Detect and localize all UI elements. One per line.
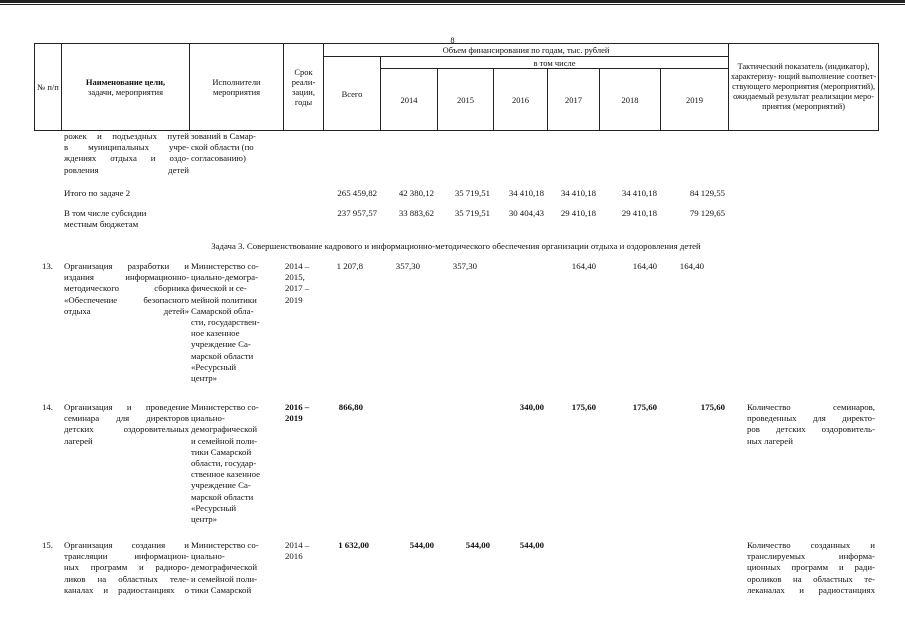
text-line: ционных программ и ради- [747,562,875,573]
total-task2-value: 34 410,18 [560,188,596,198]
text-line: демографической [191,562,258,573]
text-line: в муниципальных учре- [64,142,189,153]
text-line: «Обеспечение безопасного [64,294,189,305]
text-line: транслируемых информа- [747,551,875,562]
header-term: Срок реали- зации, годы [284,44,324,131]
text-line: тики Самарской [191,446,252,457]
text-line: учреждение Са- [191,339,251,350]
row-number: 14. [42,402,53,412]
total-task2-value: 34 410,18 [621,188,657,198]
header-name-bold: Наименование цели, [85,77,166,87]
text-line: и семейной поли- [191,435,258,446]
text-line: 2017 – [285,283,310,294]
text-line: проведенных для директо- [747,413,875,424]
text-line: 2019 [285,413,303,424]
text-line: семинара для директоров [64,413,189,424]
text-line: ное казенное [191,328,240,339]
row-15-executors [191,540,283,596]
row-number: 13. [42,261,53,271]
text-line: местным бюджетам [64,219,139,230]
text-line: ных лагерей [747,435,793,446]
row-15-name [64,540,189,596]
row-14-value: 340,00 [519,402,544,412]
subsidy-value: 35 719,51 [454,208,490,218]
subsidy-value: 30 404,43 [508,208,544,218]
text-line: учреждение Са- [191,480,251,491]
task3-heading: Задача 3. Совершенствование кадрового и информационно-методического обеспечения организации отдыха и оздоровления детей [211,241,701,251]
text-line: сти, государствен- [191,317,260,328]
text-line: издания информационно- [64,272,189,283]
text-line: 2015, [285,272,305,283]
text-line: «Ресурсный [191,361,237,372]
row-number: 15. [42,540,53,550]
text-line: леканалах и радиостанциях [747,584,875,595]
row-15-value: 544,00 [465,540,490,550]
header-funding: Объем финансирования по годам, тыс. рублей [324,44,729,57]
top-rule-thin [0,4,905,5]
text-line: 2019 [285,294,303,305]
text-line: ровления детей [64,164,189,175]
text-line: ных программ и радиоро- [64,562,189,573]
page-number: 8 [450,35,455,45]
header-indicator: Тактический показатель (индикатор), характеризу- ющий выполнение соответ- ствующего мероприятия (мероприятий), ожидаемый результат реализации меро- приятия (мероприятий) [729,44,879,131]
text-line: согласованию) [191,153,246,164]
subsidy-value: 79 129,65 [689,208,725,218]
text-line: 2016 – [285,402,310,412]
header-no: № п/п [35,44,62,131]
text-line: марской области [191,491,254,502]
text-line: 2014 – [285,261,310,271]
text-line: детских оздоровительных [64,424,189,435]
text-line: ороликов на областных те- [747,573,875,584]
row-13-value: 357,30 [395,261,420,271]
text-line: центр» [191,373,218,384]
text-line: ственное казенное [191,469,261,480]
row-14-name [64,402,189,447]
text-line: тики Самарской [191,584,252,595]
text-line: Самарской обла- [191,305,254,316]
subsidy-value: 29 410,18 [621,208,657,218]
text-line: Организация создания и [64,540,189,550]
header-year: 2019 [661,69,729,131]
text-line: области, государ- [191,458,257,469]
text-line: ров детских оздоровитель- [747,424,875,435]
table-header [34,43,879,131]
row-15-term [285,540,321,562]
total-task2-value: 84 129,55 [689,188,725,198]
subsidy-value: 29 410,18 [560,208,596,218]
text-line: ской области (по [191,142,254,153]
text-line: центр» [191,514,218,525]
text-line: циально- [191,551,225,562]
text-line: Министерство со- [191,261,259,271]
row-13-executors [191,261,283,384]
text-line: циально-демогра- [191,272,259,283]
text-line: 2016 [285,551,303,562]
text-line: марской области [191,350,254,361]
row-13-value: 164,40 [679,261,704,271]
row-14-value: 175,60 [571,402,596,412]
row-15-value: 544,00 [409,540,434,550]
text-line: Министерство со- [191,540,259,550]
continuation-name [64,131,189,176]
text-line: лагерей [64,435,93,446]
row-13-term [285,261,321,306]
row-15-indicator [747,540,875,596]
header-name [62,44,190,131]
text-line: каналах и радиостанциях о [64,584,189,595]
text-line: Организация и проведение [64,402,189,412]
row-14-indicator [747,402,875,447]
subsidy-value: 33 883,62 [398,208,434,218]
text-line: отдыха детей» [64,305,189,316]
header-year: 2015 [438,69,494,131]
total-task2-value: 42 380,12 [398,188,434,198]
text-line: мейной политики [191,294,257,305]
header-total: Всего [324,57,381,131]
row-14-executors [191,402,283,525]
total-task2-label: Итого по задаче 2 [64,188,131,198]
text-line: трансляции информацион- [64,551,189,562]
header-year: 2014 [381,69,438,131]
table-body [34,130,878,640]
row-15-total: 1 632,00 [338,540,369,550]
total-task2-value: 35 719,51 [454,188,490,198]
row-14-term [285,402,321,424]
text-line: Организация разработки и [64,261,189,271]
row-14-value: 175,60 [632,402,657,412]
top-rule-thick [0,0,905,3]
text-line: В том числе субсидии [64,208,147,218]
row-13-total: 1 207,8 [336,261,363,271]
header-name-rest: задачи, мероприятия [87,87,164,97]
row-15-value: 544,00 [519,540,544,550]
text-line: ликов на областных теле- [64,573,189,584]
text-line: рожек и подъездных путей [64,131,189,141]
text-line: ждениях отдыха и оздо- [64,153,189,164]
header-year: 2018 [600,69,661,131]
subsidy-sum: 237 957,57 [337,208,377,218]
row-14-total: 866,80 [338,402,363,412]
text-line: циально- [191,413,225,424]
text-line: Количество созданных и [747,540,875,550]
header-incl: в том числе [381,57,729,69]
text-line: «Ресурсный [191,502,237,513]
text-line: фической и се- [191,283,247,294]
row-13-value: 357,30 [452,261,477,271]
continuation-executors [191,131,283,165]
text-line: зований в Самар- [191,131,256,141]
header-year: 2017 [548,69,600,131]
row-14-value: 175,60 [700,402,725,412]
text-line: методического сборника [64,283,189,294]
row-13-value: 164,40 [632,261,657,271]
header-year: 2016 [494,69,548,131]
text-line: и семейной поли- [191,573,258,584]
text-line: демографической [191,424,258,435]
row-13-name [64,261,189,317]
text-line: 2014 – [285,540,310,550]
header-executors: Исполнители мероприятия [190,44,284,131]
text-line: Министерство со- [191,402,259,412]
row-13-value: 164,40 [571,261,596,271]
total-task2-value: 34 410,18 [508,188,544,198]
text-line: Количество семинаров, [747,402,875,412]
total-task2-sum: 265 459,82 [337,188,377,198]
subsidy-label [64,208,189,230]
